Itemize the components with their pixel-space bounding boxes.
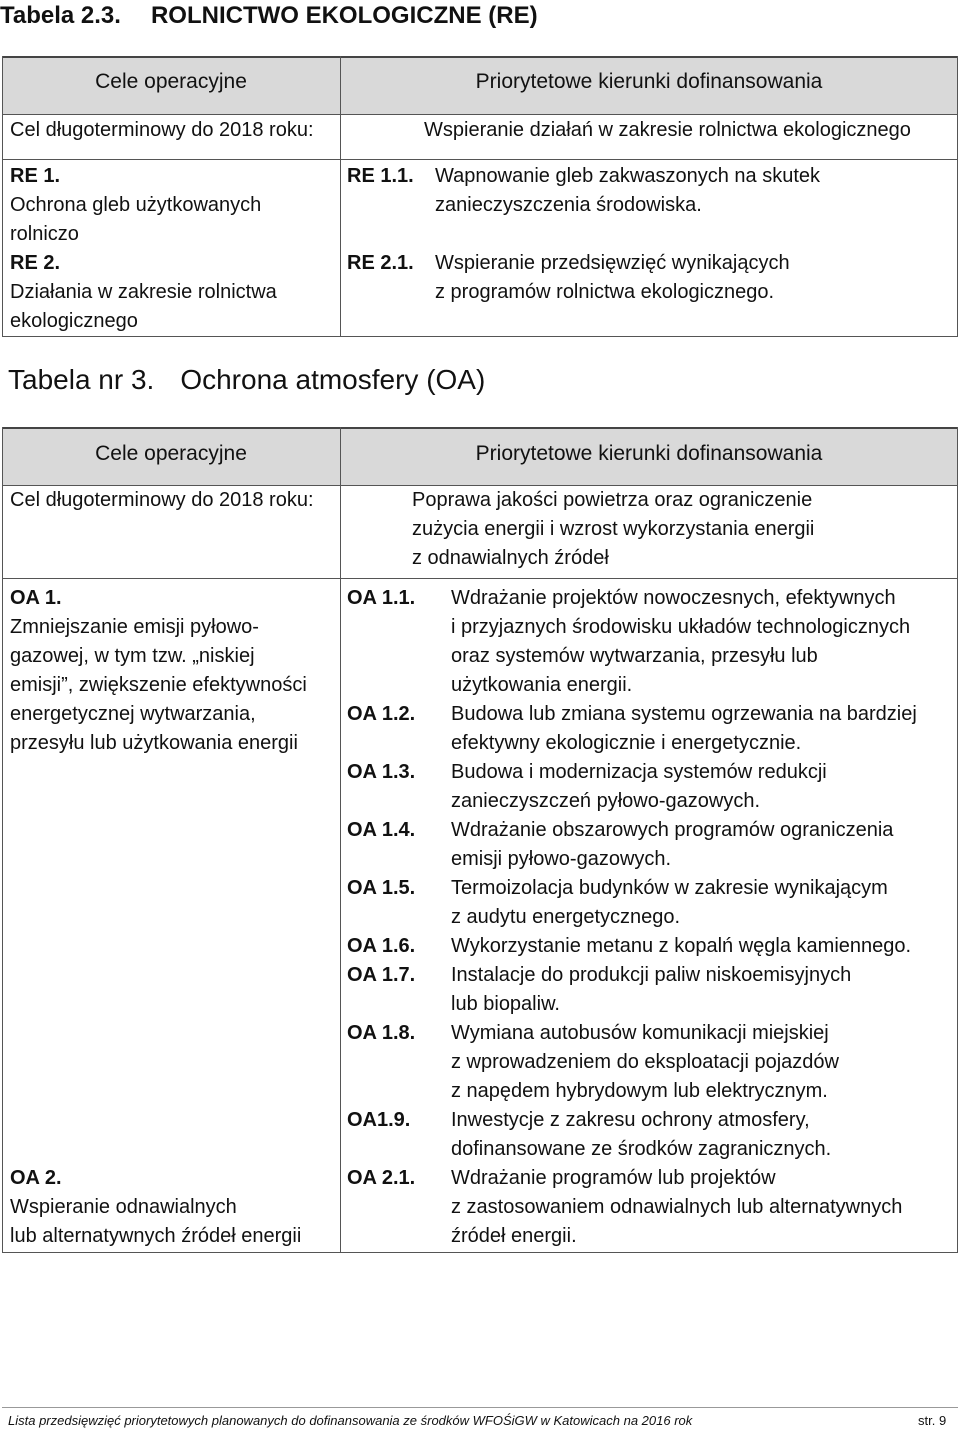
table2-direction-line: Instalacje do produkcji paliw niskoemisyjnych: [451, 964, 852, 986]
table2-direction-code: OA1.9.: [347, 1109, 411, 1131]
table2-direction-text: [451, 1106, 831, 1164]
table1-label: Tabela 2.3.: [0, 2, 121, 29]
table2-direction-line: lub biopaliw.: [451, 993, 560, 1015]
table1-row-divider: [2, 159, 958, 160]
table2-goal-line: lub alternatywnych źródeł energii: [10, 1225, 302, 1247]
table2-direction-line: z audytu energetycznego.: [451, 906, 681, 928]
table2-goal-1: [10, 584, 307, 758]
table2-goal-code: OA 1.: [10, 587, 62, 609]
table2-header-right: Priorytetowe kierunki dofinansowania: [475, 442, 823, 465]
table2-direction-line: Wymiana autobusów komunikacji miejskiej: [451, 1022, 829, 1044]
table2-longterm-value: [412, 486, 814, 573]
table2-direction-text: [451, 584, 910, 700]
footer-rule: [2, 1407, 958, 1408]
table1-goal-code: RE 1.: [10, 165, 61, 187]
table2-label: Tabela nr 3.: [8, 364, 155, 395]
table2-header-left: Cele operacyjne: [95, 442, 247, 465]
table1-header-right: Priorytetowe kierunki dofinansowania: [475, 70, 823, 93]
table2-direction-text: [451, 700, 917, 758]
table2-border-left: [2, 427, 3, 1253]
table1-goal-line: ekologicznego: [10, 310, 138, 332]
table1-direction-line: Wspieranie przedsięwzięć wynikających: [435, 252, 790, 274]
table2-direction-code: OA 1.2.: [347, 703, 416, 725]
table1-title: [0, 2, 538, 30]
table2-direction-code: OA 1.5.: [347, 877, 416, 899]
table2-border-right: [957, 427, 958, 1253]
table2-direction-code: OA 1.7.: [347, 964, 416, 986]
table2-direction-text: [451, 961, 851, 1019]
table2-direction-code: OA 1.4.: [347, 819, 416, 841]
table2-goal-line: Wspieranie odnawialnych: [10, 1196, 237, 1218]
table2-goal-line: energetycznej wytwarzania,: [10, 703, 256, 725]
table1-direction-line: z programów rolnictwa ekologicznego.: [435, 281, 775, 303]
table2-longterm-line: z odnawialnych źródeł: [412, 547, 609, 569]
table1-goal-code: RE 2.: [10, 252, 61, 274]
table2-direction-line: Wykorzystanie metanu z kopalń węgla kamiennego.: [451, 935, 912, 957]
table1: [2, 56, 958, 337]
table2-direction-line: z wprowadzeniem do eksploatacji pojazdów: [451, 1051, 839, 1073]
table2-direction-code: OA 2.1.: [347, 1167, 416, 1189]
table2-direction-line: Wdrażanie projektów nowoczesnych, efektywnych: [451, 587, 896, 609]
table2-direction-line: zanieczyszczeń pyłowo-gazowych.: [451, 790, 761, 812]
table2-direction-line: i przyjaznych środowisku układów technologicznych: [451, 616, 911, 638]
table2-title: [8, 364, 485, 396]
table2-direction-line: Wdrażanie obszarowych programów ograniczenia: [451, 819, 894, 841]
table2-direction-line: Inwestycje z zakresu ochrony atmosfery,: [451, 1109, 810, 1131]
table2-direction-line: oraz systemów wytwarzania, przesyłu lub: [451, 645, 818, 667]
table2-goal-line: gazowej, w tym tzw. „niskiej: [10, 645, 255, 667]
table1-direction-line: zanieczyszczenia środowiska.: [435, 194, 702, 216]
table2-goal-line: emisji”, zwiększenie efektywności: [10, 674, 307, 696]
table2-direction-text: [451, 874, 888, 932]
footer-text: Lista przedsięwzięć priorytetowych planowanych do dofinansowania ze środków WFOŚiGW w Katowicach na 2016 rok: [8, 1413, 693, 1428]
table1-border-bottom: [2, 336, 958, 337]
page-number: str. 9: [918, 1413, 947, 1428]
table2-direction-line: dofinansowane ze środków zagranicznych.: [451, 1138, 832, 1160]
table2-direction-line: Budowa lub zmiana systemu ogrzewania na bardziej: [451, 703, 917, 725]
table2-direction-code: OA 1.6.: [347, 935, 416, 957]
table1-direction-line: Wapnowanie gleb zakwaszonych na skutek: [435, 165, 821, 187]
table2-direction-text: [451, 932, 911, 961]
table2-direction-line: z zastosowaniem odnawialnych lub alternatywnych: [451, 1196, 903, 1218]
table2-column-divider: [340, 427, 341, 1253]
table2-direction-text: [451, 1164, 902, 1251]
table2-direction-line: efektywny ekologicznie i energetycznie.: [451, 732, 802, 754]
table2-longterm-line: zużycia energii i wzrost wykorzystania energii: [412, 518, 815, 540]
table2-goal-2: [10, 1164, 301, 1251]
table1-direction-code: RE 1.1.: [347, 165, 414, 187]
table2-direction-line: użytkowania energii.: [451, 674, 633, 696]
table2-direction-text: [451, 758, 827, 816]
table2-goal-line: przesyłu lub użytkowania energii: [10, 732, 298, 754]
table2-direction-code: OA 1.3.: [347, 761, 416, 783]
table1-heading: ROLNICTWO EKOLOGICZNE (RE): [150, 2, 538, 29]
table1-header-left: Cele operacyjne: [95, 70, 247, 93]
table2-direction-line: emisji pyłowo-gazowych.: [451, 848, 672, 870]
table2-direction-line: Wdrażanie programów lub projektów: [451, 1167, 776, 1189]
table2-direction-code: OA 1.1.: [347, 587, 416, 609]
table1-border-right: [957, 56, 958, 337]
table1-direction-code: RE 2.1.: [347, 252, 414, 274]
table1-goal-line: Działania w zakresie rolnictwa: [10, 281, 277, 303]
table2-direction-line: Budowa i modernizacja systemów redukcji: [451, 761, 827, 783]
table1-border-left: [2, 56, 3, 337]
table1-goal-line: Ochrona gleb użytkowanych: [10, 194, 262, 216]
table2-longterm-label: Cel długoterminowy do 2018 roku:: [10, 489, 314, 511]
table2-direction-text: [451, 1019, 839, 1106]
table2: [2, 427, 958, 1253]
table2-longterm-line: Poprawa jakości powietrza oraz ograniczenie: [412, 489, 813, 511]
table2-border-bottom: [2, 1252, 958, 1253]
table1-column-divider: [340, 56, 341, 337]
table2-direction-line: z napędem hybrydowym lub elektrycznym.: [451, 1080, 828, 1102]
table1-direction-text: [435, 249, 790, 307]
table1-goals: [10, 162, 277, 336]
table2-direction-code: OA 1.8.: [347, 1022, 416, 1044]
table2-goal-code: OA 2.: [10, 1167, 62, 1189]
table1-longterm-value: Wspieranie działań w zakresie rolnictwa ekologicznego: [424, 119, 911, 141]
table2-direction-line: źródeł energii.: [451, 1225, 577, 1247]
table1-longterm-label: Cel długoterminowy do 2018 roku:: [10, 119, 314, 141]
table1-goal-line: rolniczo: [10, 223, 79, 245]
table2-direction-text: [451, 816, 893, 874]
table2-direction-line: Termoizolacja budynków w zakresie wynikającym: [451, 877, 888, 899]
table2-goal-line: Zmniejszanie emisji pyłowo-: [10, 616, 259, 638]
table1-direction-text: [435, 162, 820, 220]
table2-row-divider: [2, 578, 958, 579]
table2-heading: Ochrona atmosfery (OA): [180, 364, 486, 395]
